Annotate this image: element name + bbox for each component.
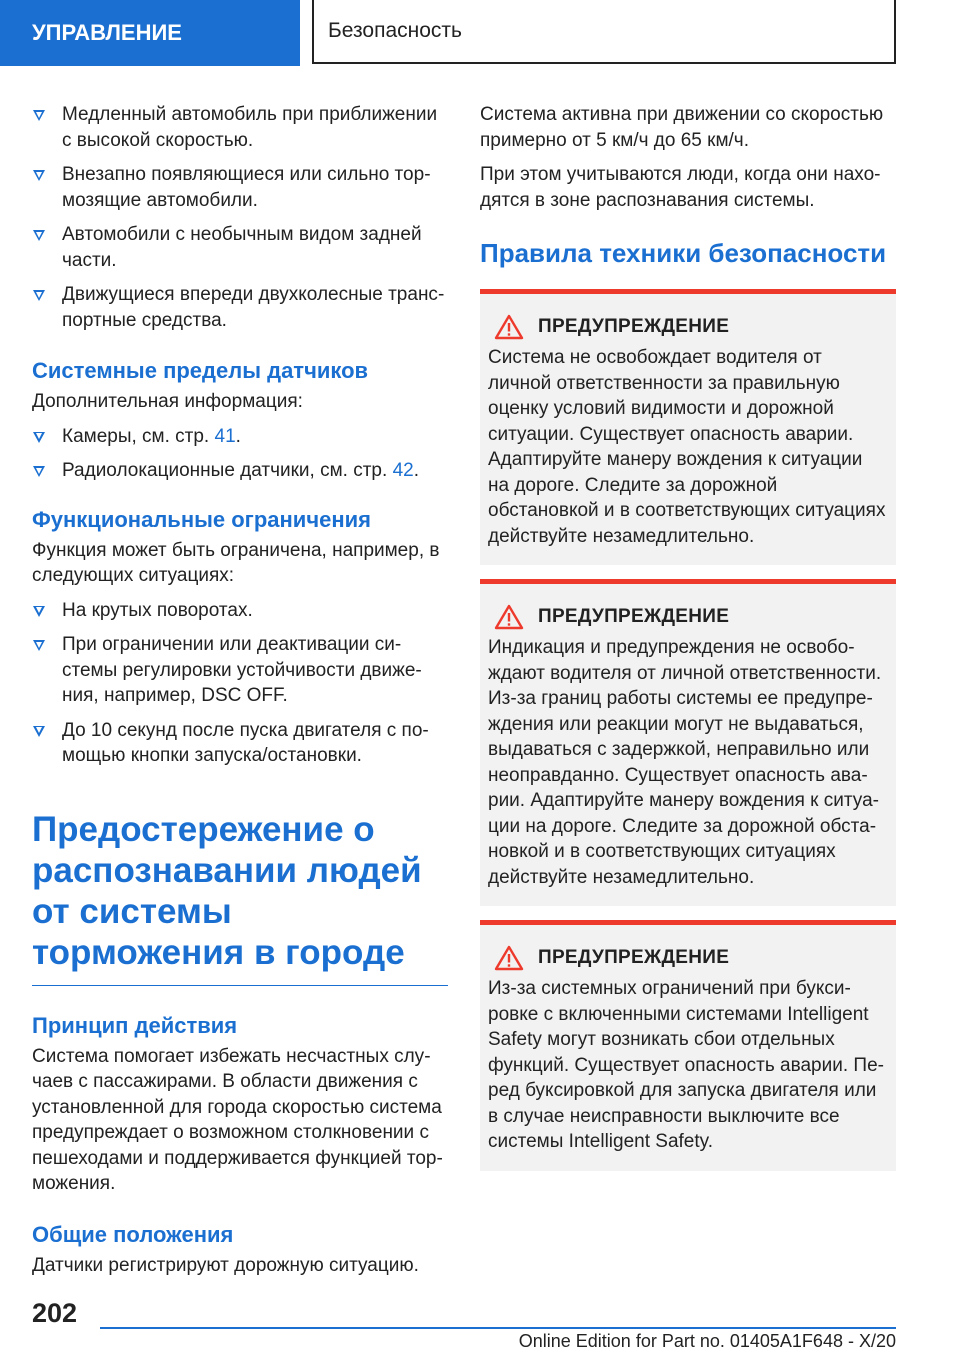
- left-column: [32, 102, 448, 1278]
- list-item: Внезапно появляющиеся или сильно тормозящие автомобили.: [32, 162, 448, 213]
- page-number: 202: [32, 1298, 78, 1328]
- page-link-41[interactable]: 41: [214, 425, 236, 447]
- warning-box: [480, 289, 896, 565]
- list-item: Автомобили с необычным видом задней части.: [32, 222, 448, 273]
- principle-heading: Принцип действия: [32, 1012, 238, 1038]
- section-tab: УПРАВЛЕНИЕ: [0, 0, 300, 66]
- chapter-title: Безопасность: [312, 0, 896, 64]
- sensor-limits-intro: Дополнительная информация:: [32, 391, 303, 412]
- general-heading: Общие положения: [32, 1221, 234, 1247]
- list-item: Движущиеся впереди двухколесные транспортные средства.: [32, 282, 448, 333]
- warning-triangle-icon: [494, 314, 524, 340]
- warning-box: [480, 579, 896, 906]
- list-item: До 10 секунд после пуска двигателя с помощью кнопки запуска/остановки.: [32, 718, 448, 769]
- warning-box: [480, 920, 896, 1171]
- right-column: [480, 102, 896, 1171]
- edition-footer: Online Edition for Part no. 01405A1F648 - X/20: [518, 1331, 896, 1351]
- list-item: При ограничении или деактивации системы регулировки устойчивости движения, например, DSC OFF.: [32, 632, 448, 709]
- warning-text: Система не освобождает водителя от личной ответственности за правильную оценку условий видимости и дорожной ситуации. Существует опасность аварии. Адаптируйте манеру вождения к ситуации на дороге. Следите за дорожной обстановкой и в соответствующих ситуациях действуйте незамедлительно.: [488, 347, 886, 547]
- triangle-bullet-icon: [33, 466, 45, 477]
- list-item: Камеры, см. стр. 41.: [32, 424, 448, 450]
- sensor-limits-heading: Системные пределы датчиков: [32, 358, 369, 383]
- triangle-bullet-icon: [33, 432, 45, 443]
- warning-title: ПРЕДУПРЕЖДЕНИЕ: [538, 316, 730, 337]
- triangle-bullet-icon: [33, 726, 45, 737]
- safety-heading: Правила техники безопасности: [480, 238, 887, 268]
- footer-divider: [100, 1327, 896, 1329]
- warning-title: ПРЕДУПРЕЖДЕНИЕ: [538, 606, 730, 627]
- list-item: Радиолокационные датчики, см. стр. 42.: [32, 458, 448, 484]
- warning-text: Из-за системных ограничений при буксировке с включенными системами Intelligent Safety могут возникать сбои отдельных функций. Существует опасность аварии. Перед буксировкой для запуска двигателя или в случае неисправности выключите все системы Intelligent Safety.: [488, 978, 884, 1152]
- principle-text: Система помогает избежать несчастных случаев с пассажирами. В области движения с установленной для города скоростью система предупреждает о возможном столкновении с пешеходами и поддерживается функцией торможения.: [32, 1045, 443, 1194]
- triangle-bullet-icon: [33, 290, 45, 301]
- page-link-42[interactable]: 42: [392, 460, 414, 481]
- activity-text: Система активна при движении со скоростью примерно от 5 км/ч до 65 км/ч.: [480, 104, 884, 151]
- detection-text: При этом учитываются люди, когда они находятся в зоне распознавания системы.: [480, 164, 881, 211]
- triangle-bullet-icon: [33, 110, 45, 121]
- function-limits-heading: Функциональные ограничения: [32, 506, 371, 532]
- function-limits-intro: Функция может быть ограничена, например, в следующих ситуациях:: [32, 539, 440, 586]
- triangle-bullet-icon: [33, 230, 45, 241]
- triangle-bullet-icon: [33, 640, 45, 651]
- general-text: Датчики регистрируют дорожную ситуацию.: [32, 1254, 419, 1276]
- triangle-bullet-icon: [33, 606, 45, 617]
- triangle-bullet-icon: [33, 170, 45, 181]
- warning-title: ПРЕДУПРЕЖДЕНИЕ: [538, 947, 730, 968]
- bullet-list-top: [32, 102, 448, 333]
- warning-triangle-icon: [494, 604, 524, 630]
- warning-text: Индикация и предупреждения не освобождают водителя от личной ответственности. Из-за границ работы системы ее предупреждения или реакции могут не выдаваться, выдаваться с задержкой, неправильно или неоправданно. Существует опасность аварии. Адаптируйте манеру вождения к ситуации на дороге. Следите за дорожной обстановкой и в соответствующих ситуациях действуйте незамедлительно.: [488, 637, 882, 888]
- list-item: Медленный автомобиль при приближении с высокой скоростью.: [32, 102, 448, 153]
- warning-triangle-icon: [494, 945, 524, 971]
- main-heading: Предостережение о распознавании людей от системы торможения в городе: [32, 809, 448, 986]
- list-item: На крутых поворотах.: [32, 598, 448, 624]
